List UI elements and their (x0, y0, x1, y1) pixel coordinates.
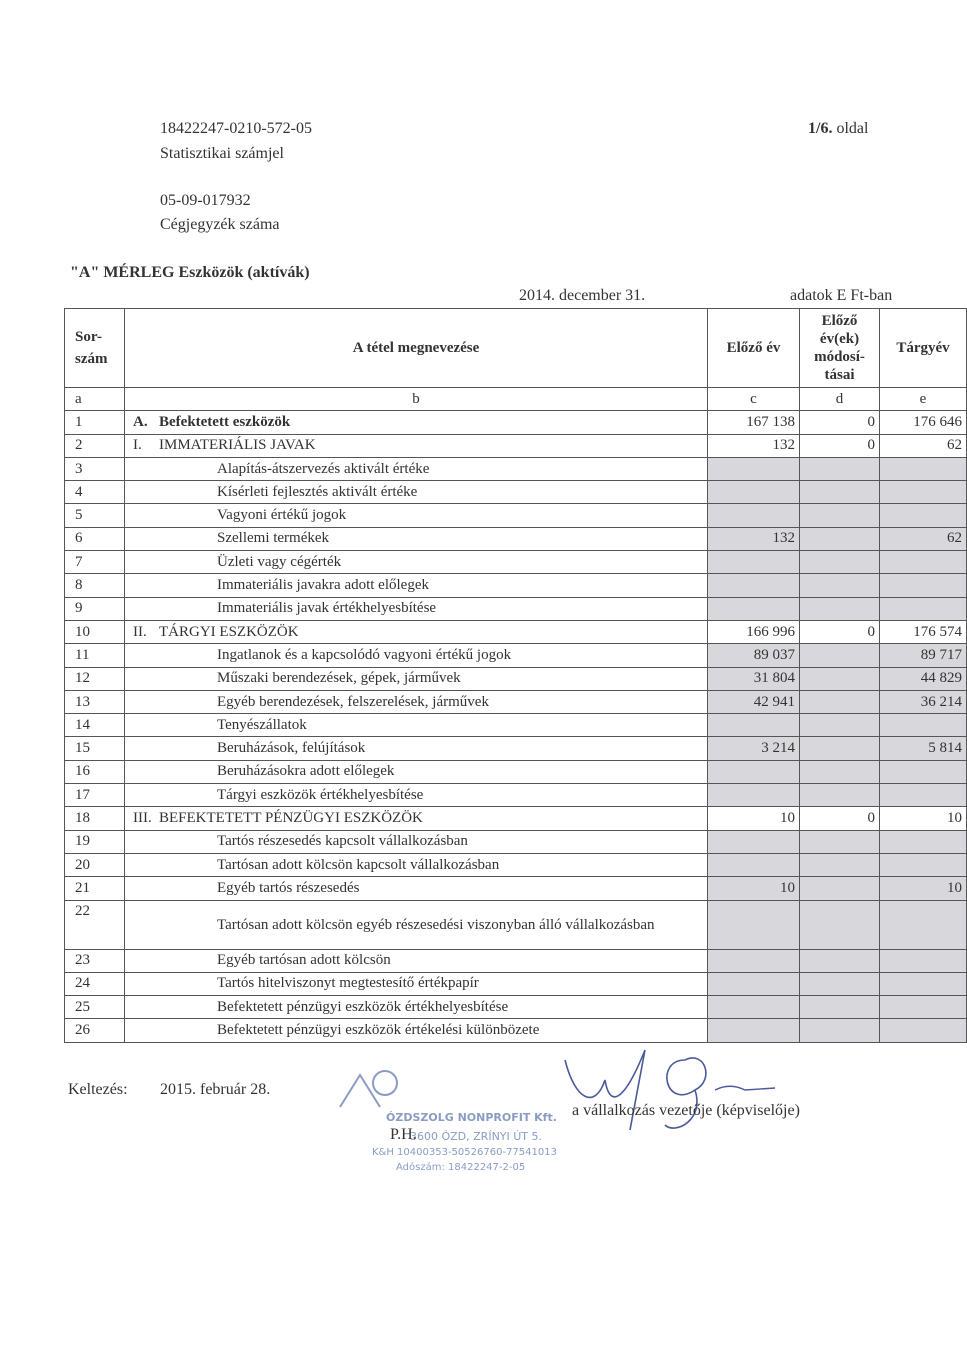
row-label: Alapítás-átszervezés aktivált értéke (217, 460, 430, 477)
row-cur (880, 481, 967, 504)
table-row (65, 807, 967, 830)
row-number: 12 (65, 667, 125, 690)
reg-label: Cégjegyzék száma (160, 216, 280, 233)
row-cur: 176 574 (880, 620, 967, 643)
row-mod (800, 597, 880, 620)
row-label: Immateriális javak értékhelyesbítése (217, 600, 437, 617)
row-label: Egyéb berendezések, felszerelések, járművek (217, 693, 489, 710)
row-number: 15 (65, 737, 125, 760)
balance-table (64, 308, 967, 1043)
row-cur: 62 (880, 527, 967, 550)
row-name (125, 900, 708, 949)
row-name (125, 597, 708, 620)
table-row (65, 784, 967, 807)
row-number: 16 (65, 760, 125, 783)
row-label: Egyéb tartósan adott kölcsön (217, 952, 391, 969)
row-prefix: I. (133, 437, 142, 454)
row-number: 6 (65, 527, 125, 550)
row-name (125, 527, 708, 550)
row-prev: 42 941 (708, 690, 800, 713)
row-label: Beruházásokra adott előlegek (217, 763, 395, 780)
table-row (65, 411, 967, 434)
row-cur (880, 853, 967, 876)
row-name (125, 714, 708, 737)
row-number: 9 (65, 597, 125, 620)
row-cur: 36 214 (880, 690, 967, 713)
page-number-value: 1/6. (808, 120, 833, 137)
document-title: "A" MÉRLEG Eszközök (aktívák) (70, 264, 310, 281)
row-prev (708, 504, 800, 527)
row-label: Ingatlanok és a kapcsolódó vagyoni értékű jogok (217, 646, 512, 663)
row-mod (800, 574, 880, 597)
row-prev (708, 949, 800, 972)
table-letter-row (65, 388, 967, 411)
row-prev (708, 574, 800, 597)
row-name (125, 690, 708, 713)
table-row (65, 996, 967, 1019)
row-cur (880, 996, 967, 1019)
letter-e: e (880, 388, 967, 411)
row-cur (880, 949, 967, 972)
row-mod: 0 (800, 434, 880, 457)
row-name (125, 949, 708, 972)
row-cur: 89 717 (880, 644, 967, 667)
row-cur: 10 (880, 807, 967, 830)
row-name (125, 737, 708, 760)
row-name (125, 457, 708, 480)
row-cur (880, 900, 967, 949)
row-name (125, 830, 708, 853)
letter-c: c (708, 388, 800, 411)
row-prev: 167 138 (708, 411, 800, 434)
row-label: Műszaki berendezések, gépek, járművek (217, 670, 461, 687)
balance-date: 2014. december 31. (519, 287, 646, 304)
row-cur (880, 574, 967, 597)
row-prefix: II. (133, 623, 147, 640)
table-row (65, 574, 967, 597)
page-number-suffix: oldal (836, 120, 869, 137)
letter-b: b (125, 388, 708, 411)
stamp-line-1: ÓZDSZOLG NONPROFIT Kft. (386, 1111, 557, 1124)
row-name (125, 620, 708, 643)
table-row (65, 949, 967, 972)
row-name (125, 853, 708, 876)
letter-a: a (65, 388, 125, 411)
row-mod (800, 830, 880, 853)
row-mod (800, 760, 880, 783)
table-row (65, 760, 967, 783)
row-cur (880, 597, 967, 620)
row-name (125, 760, 708, 783)
row-cur: 176 646 (880, 411, 967, 434)
table-body (65, 411, 967, 1042)
row-mod (800, 644, 880, 667)
row-number: 17 (65, 784, 125, 807)
row-prev (708, 551, 800, 574)
company-stamp (330, 1055, 590, 1185)
row-label: Befektetett pénzügyi eszközök értékelési különbözete (217, 1022, 540, 1039)
row-prev: 31 804 (708, 667, 800, 690)
row-name (125, 784, 708, 807)
row-name (125, 807, 708, 830)
row-cur: 10 (880, 877, 967, 900)
row-number: 21 (65, 877, 125, 900)
header-name: A tétel megnevezése (125, 309, 708, 388)
row-mod: 0 (800, 411, 880, 434)
stamp-line-4: Adószám: 18422247-2-05 (396, 1162, 526, 1173)
row-prev (708, 457, 800, 480)
header-cur: Tárgyév (880, 309, 967, 388)
row-name (125, 667, 708, 690)
row-prev (708, 996, 800, 1019)
row-label: IMMATERIÁLIS JAVAK (159, 437, 316, 454)
row-label: Tartós hitelviszonyt megtestesítő értékpapír (217, 975, 479, 992)
row-mod (800, 784, 880, 807)
row-name (125, 644, 708, 667)
row-name (125, 1019, 708, 1042)
letter-d: d (800, 388, 880, 411)
row-number: 20 (65, 853, 125, 876)
row-cur (880, 784, 967, 807)
row-label: TÁRGYI ESZKÖZÖK (159, 623, 299, 640)
row-prev (708, 714, 800, 737)
row-prev (708, 853, 800, 876)
row-mod: 0 (800, 807, 880, 830)
signatory-label: a vállalkozás vezetője (képviselője) (572, 1102, 800, 1119)
row-mod (800, 737, 880, 760)
reg-number: 05-09-017932 (160, 192, 251, 209)
row-name (125, 434, 708, 457)
row-cur: 62 (880, 434, 967, 457)
row-cur (880, 830, 967, 853)
row-mod (800, 996, 880, 1019)
row-prev: 10 (708, 877, 800, 900)
row-mod (800, 949, 880, 972)
row-name (125, 574, 708, 597)
row-number: 10 (65, 620, 125, 643)
row-prefix: III. (133, 809, 152, 826)
header-seq: Sor-szám (65, 309, 125, 388)
stamp-logo-icon (330, 1055, 410, 1115)
units-label: adatok E Ft-ban (790, 287, 893, 304)
row-label: Immateriális javakra adott előlegek (217, 577, 429, 594)
header-mod: Előző év(ek) módosí-tásai (800, 309, 880, 388)
row-prefix: A. (133, 413, 148, 430)
date-value: 2015. február 28. (160, 1081, 271, 1098)
row-name (125, 877, 708, 900)
row-number: 13 (65, 690, 125, 713)
row-mod (800, 551, 880, 574)
row-label: Kísérleti fejlesztés aktivált értéke (217, 483, 418, 500)
row-mod (800, 853, 880, 876)
row-prev (708, 481, 800, 504)
table-row (65, 551, 967, 574)
row-cur: 5 814 (880, 737, 967, 760)
stat-id: 18422247-0210-572-05 (160, 120, 312, 137)
row-mod (800, 481, 880, 504)
row-label: Tartós részesedés kapcsolt vállalkozásban (217, 833, 468, 850)
row-label: Beruházások, felújítások (217, 740, 366, 757)
table-row (65, 853, 967, 876)
table-row (65, 830, 967, 853)
row-mod (800, 690, 880, 713)
row-number: 24 (65, 972, 125, 995)
row-mod (800, 1019, 880, 1042)
row-cur: 44 829 (880, 667, 967, 690)
row-number: 5 (65, 504, 125, 527)
table-row (65, 527, 967, 550)
row-label: Vagyoni értékű jogok (217, 507, 347, 524)
row-label: Tenyészállatok (217, 716, 307, 733)
row-mod (800, 877, 880, 900)
page-number (808, 120, 868, 138)
row-mod: 0 (800, 620, 880, 643)
table-row (65, 877, 967, 900)
row-label: Tárgyi eszközök értékhelyesbítése (217, 786, 424, 803)
row-cur (880, 1019, 967, 1042)
table-row (65, 434, 967, 457)
row-name (125, 972, 708, 995)
row-number: 3 (65, 457, 125, 480)
row-prev: 132 (708, 527, 800, 550)
table-row (65, 504, 967, 527)
header-prev: Előző év (708, 309, 800, 388)
row-mod (800, 714, 880, 737)
row-label: BEFEKTETETT PÉNZÜGYI ESZKÖZÖK (159, 809, 423, 826)
row-prev (708, 760, 800, 783)
row-name (125, 996, 708, 1019)
stamp-line-3: K&H 10400353-50526760-77541013 (372, 1147, 557, 1158)
row-number: 19 (65, 830, 125, 853)
row-name (125, 411, 708, 434)
row-name (125, 504, 708, 527)
row-number: 11 (65, 644, 125, 667)
row-name (125, 551, 708, 574)
table-row (65, 1019, 967, 1042)
row-prev (708, 830, 800, 853)
row-prev (708, 597, 800, 620)
date-label: Keltezés: (68, 1081, 128, 1098)
row-prev: 89 037 (708, 644, 800, 667)
row-label: Üzleti vagy cégérték (217, 553, 342, 570)
row-number: 18 (65, 807, 125, 830)
table-row (65, 690, 967, 713)
table-row (65, 620, 967, 643)
row-cur (880, 504, 967, 527)
table-row (65, 737, 967, 760)
row-prev (708, 784, 800, 807)
row-number: 4 (65, 481, 125, 504)
row-mod (800, 504, 880, 527)
row-name (125, 481, 708, 504)
row-cur (880, 457, 967, 480)
row-prev (708, 972, 800, 995)
table-row (65, 972, 967, 995)
table-row (65, 597, 967, 620)
row-label: Tartósan adott kölcsön kapcsolt vállalkozásban (217, 856, 500, 873)
row-mod (800, 457, 880, 480)
row-number: 1 (65, 411, 125, 434)
row-mod (800, 527, 880, 550)
row-cur (880, 972, 967, 995)
row-mod (800, 900, 880, 949)
row-mod (800, 972, 880, 995)
row-label: Egyéb tartós részesedés (217, 879, 360, 896)
table-row (65, 481, 967, 504)
table-row (65, 457, 967, 480)
row-number: 14 (65, 714, 125, 737)
row-number: 7 (65, 551, 125, 574)
row-cur (880, 714, 967, 737)
row-number: 26 (65, 1019, 125, 1042)
table-row (65, 714, 967, 737)
stamp-line-2: 3600 ÓZD, ZRÍNYI ÚT 5. (410, 1130, 543, 1143)
row-cur (880, 551, 967, 574)
table-row (65, 667, 967, 690)
row-prev (708, 1019, 800, 1042)
table-header-row (65, 309, 967, 388)
row-number: 23 (65, 949, 125, 972)
row-prev: 10 (708, 807, 800, 830)
stat-label: Statisztikai számjel (160, 145, 284, 162)
row-number: 8 (65, 574, 125, 597)
row-mod (800, 667, 880, 690)
row-label: Befektetett pénzügyi eszközök értékhelyesbítése (217, 998, 509, 1015)
row-prev: 3 214 (708, 737, 800, 760)
row-prev: 166 996 (708, 620, 800, 643)
row-label: Befektetett eszközök (159, 413, 291, 430)
row-label: Szellemi termékek (217, 530, 330, 547)
row-number: 25 (65, 996, 125, 1019)
table-row (65, 644, 967, 667)
row-number: 2 (65, 434, 125, 457)
row-prev: 132 (708, 434, 800, 457)
row-cur (880, 760, 967, 783)
row-prev (708, 900, 800, 949)
table-row (65, 900, 967, 949)
signature-icon (555, 1040, 785, 1140)
row-number: 22 (65, 900, 125, 949)
ph-label: P.H. (390, 1126, 417, 1143)
row-label: Tartósan adott kölcsön egyéb részesedési viszonyban álló vállalkozásban (217, 916, 655, 933)
